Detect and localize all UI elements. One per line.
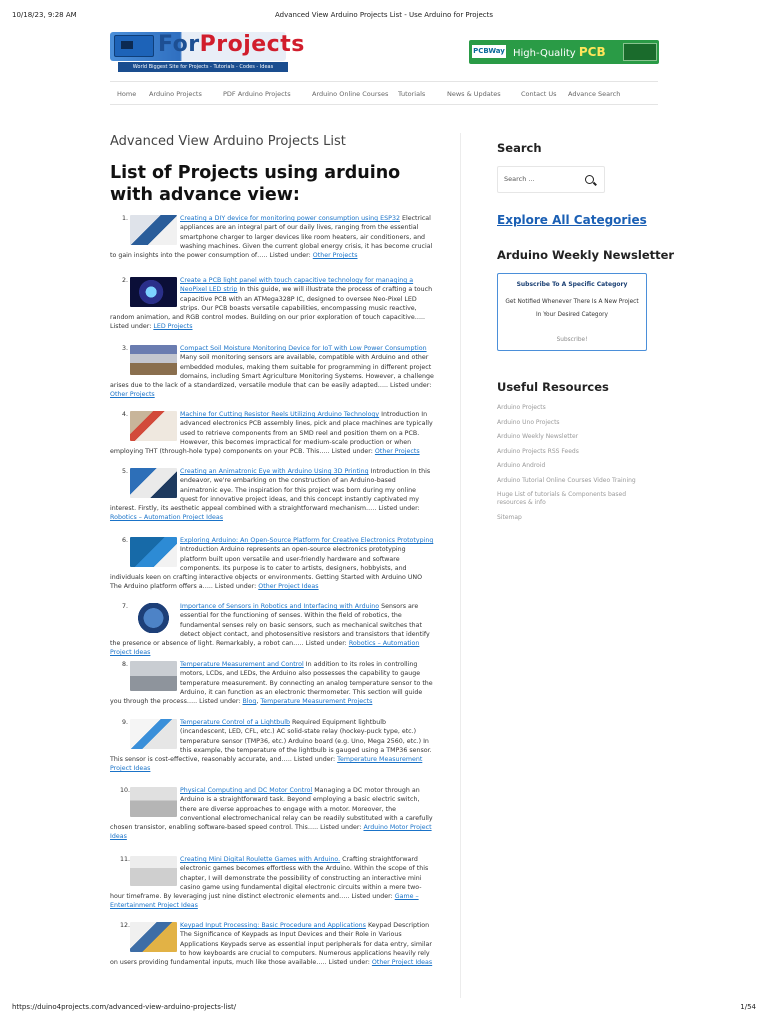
logo-word-projects: Projects [199, 32, 305, 57]
ad-text-strong: PCB [578, 45, 606, 59]
subscribe-button[interactable]: Subscribe! [556, 337, 588, 343]
project-item [110, 786, 434, 855]
project-item [110, 921, 434, 987]
project-number: 1. [121, 215, 128, 222]
project-number: 7. [121, 603, 128, 610]
category-link[interactable]: Arduino Motor Project Ideas [110, 824, 432, 841]
project-link[interactable]: Importance of Sensors in Robotics and Interfacing with Arduino [180, 603, 380, 610]
project-excerpt: In this guide, we will illustrate the process of crafting a touch capacitive PCB with an ATMega328P IC, designed to oversee Neo-Pixel LED strips. Our PCB boasts versatile capabilities, encompassing music reactive, random animation, and RGB control modes. Building on our prior exploration of touch capacitive….. Listed under: [110, 286, 433, 331]
project-number: 6. [121, 537, 128, 544]
project-excerpt: Introduction In this endeavor, we're embarking on the construction of an Arduino-based animatronic eye. The inspiration for this project was born during my online quest for innovative project ideas, and this concept instantly captivated my interest. Firstly, its aesthetic appeal combined with a straightforward mechanism….. Listed under: [110, 468, 431, 513]
print-footer [12, 1003, 756, 1015]
project-number: 3. [121, 345, 128, 352]
category-link[interactable]: Temperature Measurement Projects [260, 698, 373, 706]
project-thumbnail[interactable] [130, 277, 177, 307]
project-excerpt: In addition to its roles in controlling motors, LCDs, and LEDs, the Arduino also possesses the capability to gauge temperature measurement. By connecting an analog temperature sensor to the Arduino, it can function as an electronic thermometer. This section will guide you through the process….. Listed under: [110, 661, 433, 706]
project-item [110, 602, 434, 660]
project-thumbnail[interactable] [130, 787, 177, 817]
project-categories [313, 252, 358, 259]
project-thumbnail[interactable] [130, 468, 177, 498]
project-number: 4. [121, 411, 128, 418]
newsletter-box-title: Subscribe To A Specific Category [516, 281, 628, 288]
nav-arduino-online-courses[interactable]: Arduino Online Courses [312, 90, 389, 98]
category-link[interactable]: Other Project Ideas [258, 583, 319, 591]
project-link[interactable]: Compact Soil Moisture Monitoring Device for IoT with Low Power Consumption [180, 345, 427, 352]
project-thumbnail[interactable] [130, 345, 177, 375]
project-thumbnail[interactable] [130, 856, 177, 886]
project-item [110, 855, 434, 921]
project-link[interactable]: Temperature Measurement and Control [180, 661, 304, 668]
site-logo[interactable] [110, 32, 305, 74]
print-url: https://duino4projects.com/advanced-view-arduino-projects-list/ [12, 1003, 237, 1011]
project-thumbnail[interactable] [130, 661, 177, 691]
resource-link[interactable]: Sitemap [497, 513, 522, 521]
project-link[interactable]: Keypad Input Processing: Basic Procedure and Applications [180, 922, 366, 929]
project-categories [258, 583, 318, 590]
newsletter-box-text: Get Notified Whenever There Is A New Project In Your Desired Category [505, 299, 639, 318]
pcb-chip-icon [623, 43, 657, 61]
resource-link[interactable]: Huge List of tutorials & Components based resources & info [497, 491, 627, 506]
resource-link[interactable]: Arduino Android [497, 462, 546, 469]
project-item [110, 344, 434, 410]
newsletter-box [497, 273, 647, 351]
project-thumbnail[interactable] [130, 411, 177, 441]
explore-categories-link[interactable]: Explore All Categories [497, 213, 647, 227]
print-timestamp: 10/18/23, 9:28 AM [12, 11, 77, 19]
project-categories: Blog, Temperature Measurement Projects [242, 698, 373, 706]
ad-text-main: High-Quality [513, 48, 576, 59]
category-link[interactable]: LED Projects [153, 323, 193, 331]
category-link[interactable]: Game – Entertainment Project Ideas [110, 893, 419, 910]
resources-list [497, 404, 647, 528]
category-link[interactable]: Temperature Measurement Project Ideas [110, 756, 423, 773]
project-thumbnail[interactable] [130, 537, 177, 567]
search-icon[interactable] [585, 175, 594, 184]
project-categories [110, 391, 155, 398]
pcbway-ad-banner[interactable] [469, 40, 659, 64]
newsletter-heading: Arduino Weekly Newsletter [497, 248, 675, 262]
nav-tutorials[interactable]: Tutorials [398, 90, 426, 98]
project-item [110, 467, 434, 536]
project-number: 5. [121, 468, 128, 475]
project-item [110, 718, 434, 786]
project-number: 8. [121, 661, 128, 668]
resource-link[interactable]: Arduino Projects RSS Feeds [497, 447, 579, 455]
project-excerpt: Managing a DC motor through an Arduino is a straightforward task. Beyond employing a basic electric switch, there are diverse approaches to engage with a motor. Moreover, the conventional electromechanical relay can be readily substituted with a carefully chosen transistor, enabling software-based speed control. This….. Listed under: [110, 787, 433, 832]
category-link[interactable]: Other Project Ideas [371, 959, 433, 967]
column-divider [460, 133, 461, 998]
nav-contact-us[interactable]: Contact Us [521, 90, 557, 98]
project-link[interactable]: Create a PCB light panel with touch capacitive technology for managing a NeoPixel LED strip [180, 277, 414, 294]
project-item [110, 214, 434, 276]
project-link[interactable]: Physical Computing and DC Motor Control [180, 787, 313, 794]
project-categories [110, 514, 223, 521]
category-link[interactable]: Other Projects [312, 252, 358, 260]
project-excerpt: Many soil monitoring sensors are available, compatible with Arduino and other embedded modules, making them suitable for programming in different project domains, including Smart Agriculture Monitoring Systems. However, a challenge arises due to the lack of a standardized, versatile module that can be easily adapted….. Listed under: [110, 354, 434, 390]
resource-link[interactable]: Arduino Projects [497, 404, 546, 411]
project-excerpt: Keypad Description The Significance of Keypads as Input Devices and their Role in Various Applications Keypads serve as essential input peripherals for data entry, similar to how keyboards are crucial to computers. Numerous applications heavily rely on users providing fundamental inputs, much like those available….. Listed under: [110, 922, 432, 967]
nav-pdf-arduino-projects[interactable]: PDF Arduino Projects [223, 90, 291, 98]
project-excerpt: Crafting straightforward electronic games becomes effortless with the Arduino. Within the scope of this chapter, I will demonstrate the possibility of constructing an interactive mini casino game using fundamental digital electronic circuits within a mere two-hour timeframe. By leveraging just nine distinct electronic elements and….. Listed under: [110, 856, 429, 901]
project-number: 10. [120, 787, 131, 794]
nav-arduino-projects[interactable]: Arduino Projects [149, 90, 202, 98]
logo-tagline: World Biggest Site for Projects - Tutorials - Codes - Ideas [118, 62, 288, 72]
project-link[interactable]: Creating a DIY device for monitoring power consumption using ESP32 [180, 215, 400, 222]
project-excerpt: Introduction In advanced electronics PCB assembly lines, pick and place machines are typically used to retrieve components from an SMD reel and position them on a PCB. However, this becomes impractical for medium-scale production or when employing THT (through-hole type) components on your PCB. This….. Listed under: [110, 411, 433, 456]
nav-home[interactable]: Home [117, 90, 137, 98]
category-link[interactable]: Robotics – Automation Project Ideas [110, 640, 420, 657]
project-categories [375, 448, 420, 455]
print-page-title: Advanced View Arduino Projects List - Use Arduino for Projects [274, 11, 494, 19]
search-placeholder: Search ... [504, 175, 535, 183]
main-nav [110, 81, 658, 105]
project-categories [153, 323, 192, 330]
project-list [110, 214, 434, 987]
resource-link[interactable]: Arduino Uno Projects [497, 418, 560, 426]
nav-news-updates[interactable]: News & Updates [447, 90, 501, 98]
project-link[interactable]: Temperature Control of a Lightbulb [180, 719, 291, 726]
search-heading: Search [497, 141, 542, 155]
category-link[interactable]: Robotics – Automation Project Ideas [110, 514, 223, 522]
project-link[interactable]: Machine for Cutting Resistor Reels Utilizing Arduino Technology [180, 411, 380, 418]
project-thumbnail[interactable] [130, 603, 177, 633]
search-input[interactable] [497, 166, 605, 193]
project-excerpt: Electrical appliances are an integral part of our daily lives, ranging from the essential smartphone charger to larger devices like room heaters, air conditioners, and washing machines. Given the current global energy crisis, it has become crucial to gain insights into the power consumption of….. Listed under: [110, 215, 433, 260]
resource-link[interactable]: Arduino Tutorial Online Courses Video Training [497, 476, 636, 484]
project-excerpt: Required Equipment lightbulb (incandescent, LED, CFL, etc.) AC solid-state relay (hockey-puck type, etc.) temperature sensor (TMP36, etc.) Arduino board (e.g. Uno, Mega 2560, etc.) In this example, the temperature of the lightbulb is gauged using a TMP36 sensor. This sensor is cost-effective, reasonably accurate, and….. Listed under: [110, 719, 432, 764]
category-link[interactable]: Other Projects [374, 448, 420, 456]
project-item [110, 536, 434, 602]
project-number: 2. [121, 277, 128, 284]
project-thumbnail[interactable] [130, 215, 177, 245]
project-excerpt: Sensors are essential for the functioning of senses. Within the field of robotics, the fundamental senses rely on basic sensors, such as mechanical switches that detect object contact, and photosensitive resistors and transistors that identify the presence or absence of light. Remarkably, a robot can….. Listed under: [110, 603, 430, 648]
project-excerpt: Introduction Arduino represents an open-source electronics prototyping platform built upon versatile and user-friendly hardware and software components. Its purpose is to cater to artists, designers, hobbyists, and individuals keen on crafting interactive objects or environments. Getting Started with Arduino UNO The Arduino platform offers a….. Listed under: [110, 546, 423, 591]
project-item [110, 660, 434, 718]
project-number: 11. [120, 856, 131, 863]
category-link[interactable]: Other Projects [110, 391, 155, 399]
print-page-number: 1/54 [740, 1003, 756, 1011]
ad-text [513, 45, 606, 59]
print-header [12, 11, 756, 23]
project-thumbnail[interactable] [130, 719, 177, 749]
project-item [110, 410, 434, 467]
project-number: 12. [120, 922, 131, 929]
project-categories [372, 959, 432, 966]
project-link[interactable]: Creating Mini Digital Roulette Games with Arduino. [180, 856, 341, 863]
arduino-board-icon [114, 35, 154, 57]
project-number: 9. [121, 719, 128, 726]
project-link[interactable]: Creating an Animatronic Eye with Arduino Using 3D Printing [180, 468, 369, 475]
list-heading: List of Projects using arduino with advance view: [110, 163, 401, 205]
logo-word-for: For [158, 32, 200, 57]
category-link[interactable]: Blog [242, 698, 257, 706]
logo-wordmark [158, 32, 305, 57]
page-title: Advanced View Arduino Projects List [110, 134, 346, 149]
project-thumbnail[interactable] [130, 922, 177, 952]
nav-advance-search[interactable]: Advance Search [568, 90, 621, 98]
project-link[interactable]: Exploring Arduino: An Open-Source Platform for Creative Electronics Prototyping [180, 537, 434, 544]
project-item [110, 276, 434, 344]
ad-brand: PCBWay [472, 45, 506, 58]
resource-link[interactable]: Arduino Weekly Newsletter [497, 433, 579, 440]
resources-heading: Useful Resources [497, 380, 609, 394]
